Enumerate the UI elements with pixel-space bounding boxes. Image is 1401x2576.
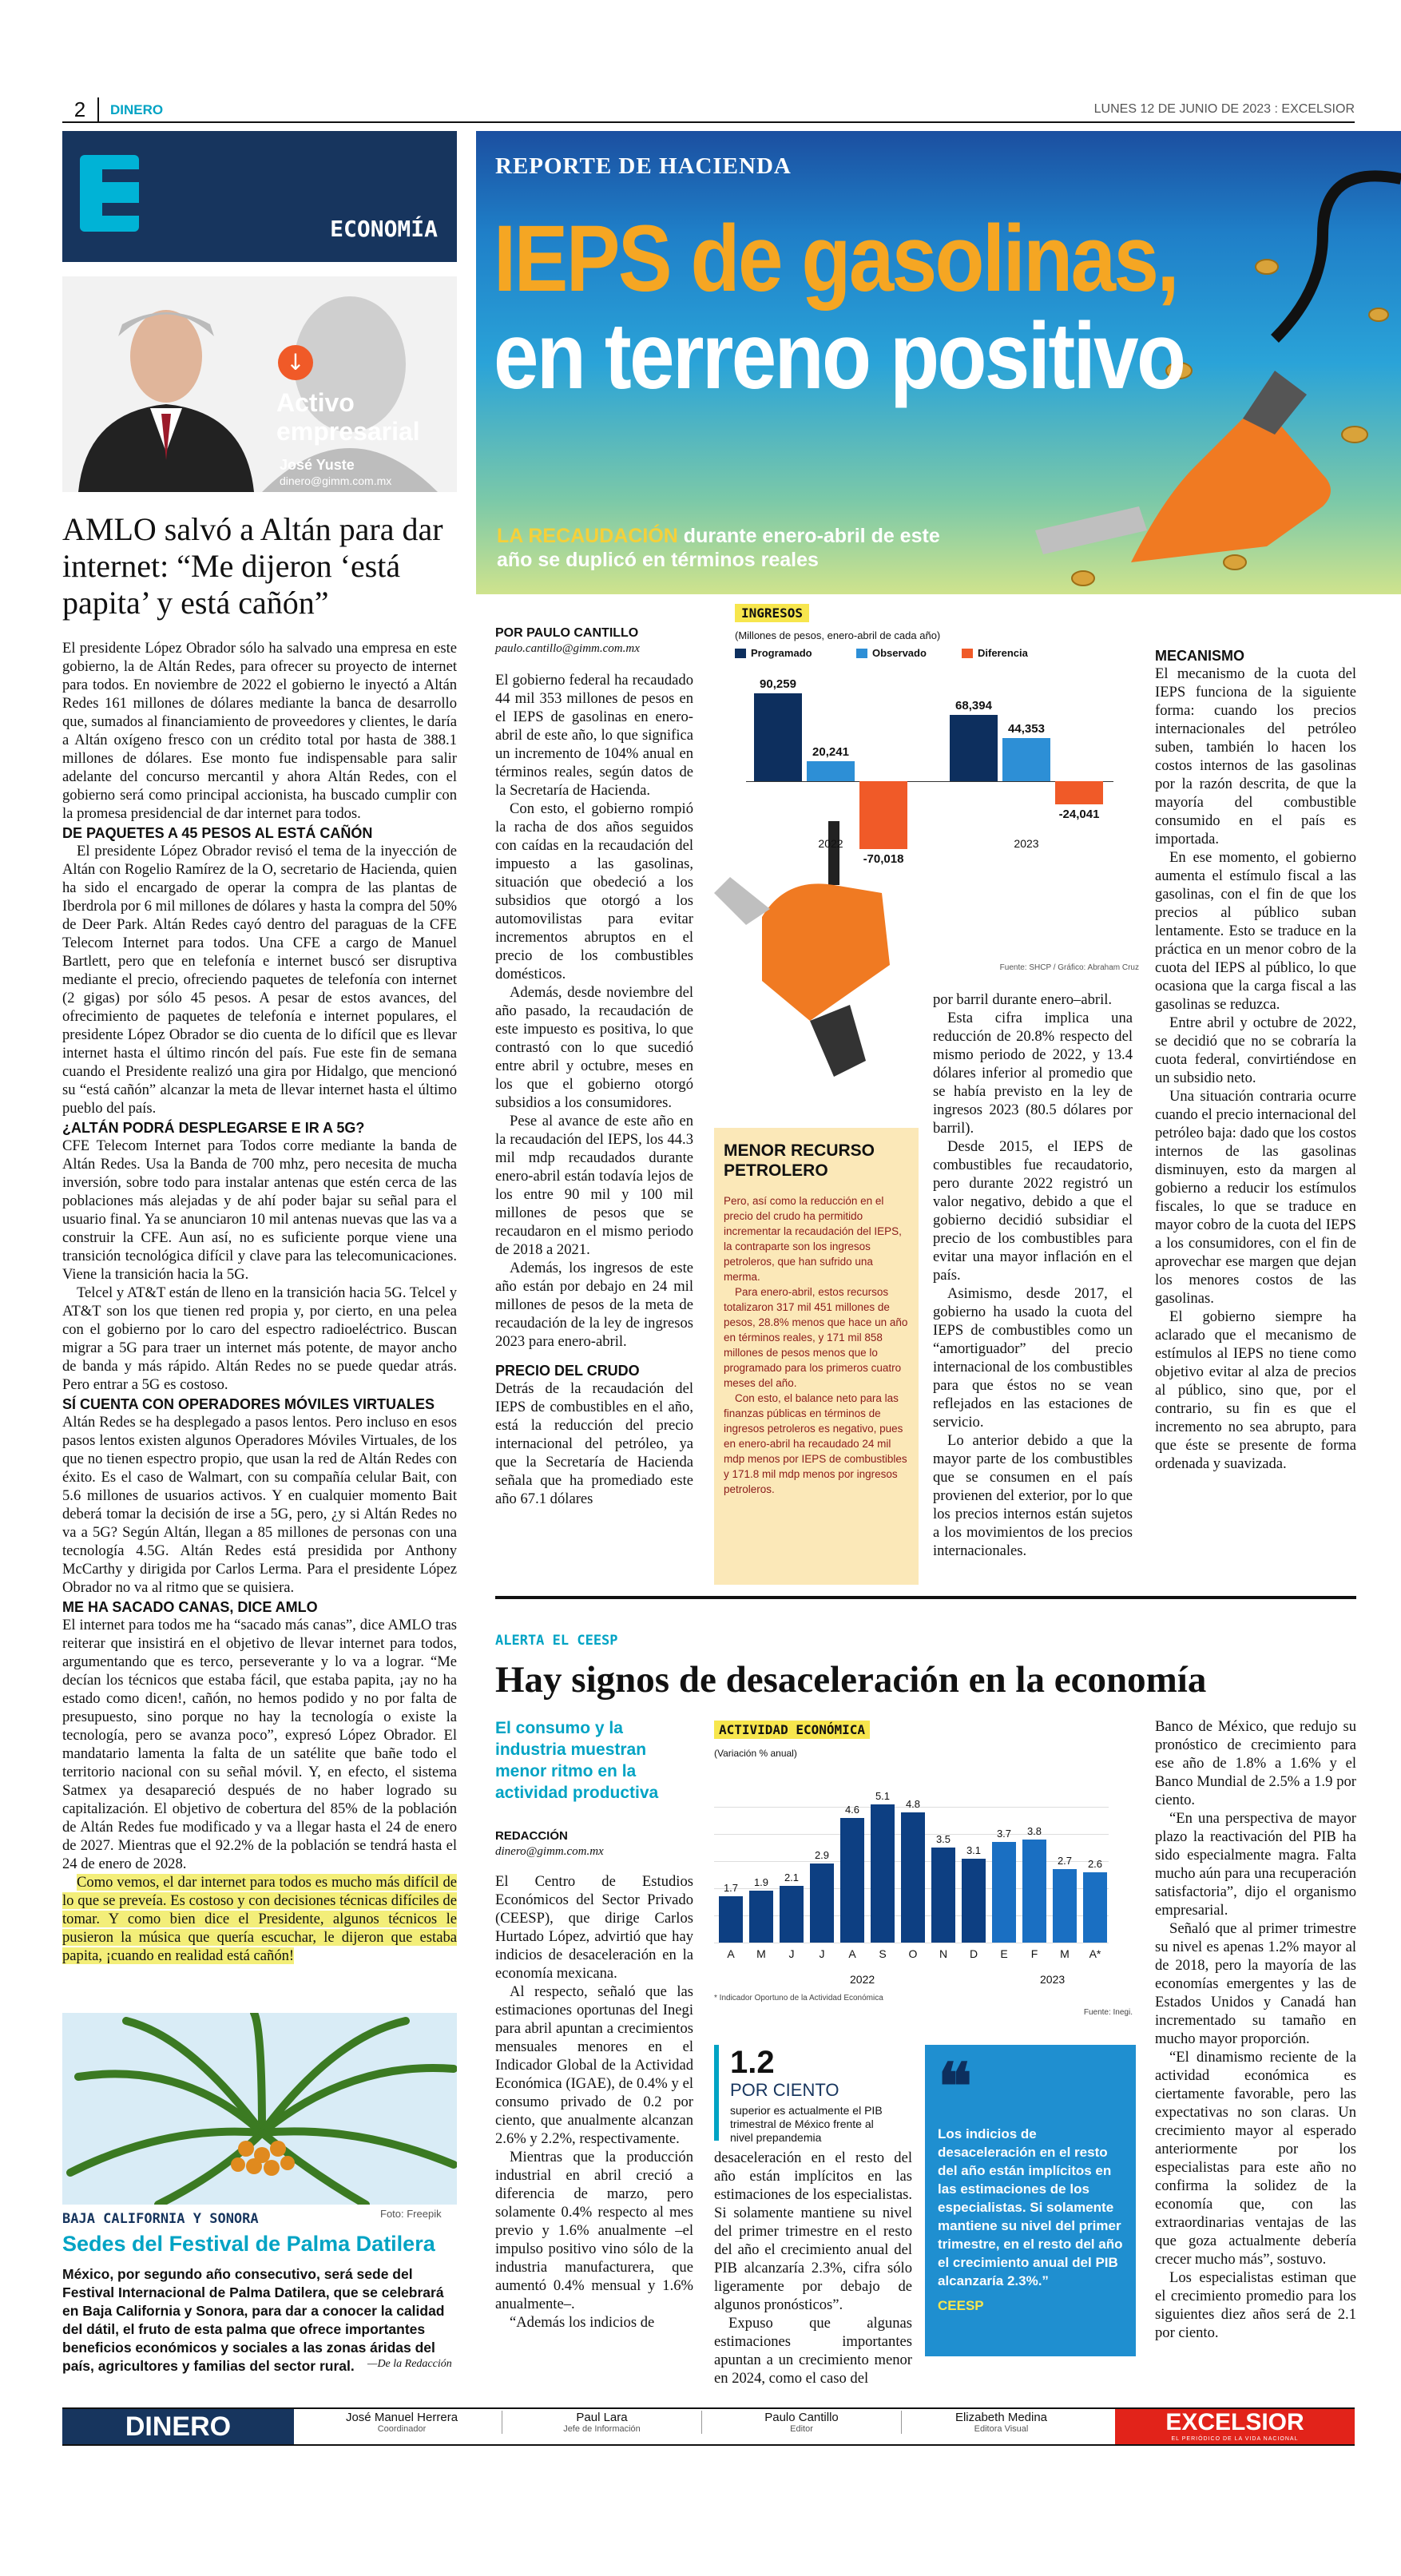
legend-diferencia: Diferencia <box>978 647 1028 659</box>
columnist-box <box>62 276 457 492</box>
column-title: Activo empresarial <box>276 388 420 446</box>
ceesp-byline: REDACCIÓN <box>495 1829 568 1843</box>
ingresos-plot <box>746 677 1113 909</box>
paragraph: Altán Redes se ha desplegado a pasos lentos. Pero incluso en esos pasos lentos existen algunos Operadores Móviles Virtuales, de los que no tienen espectro propio, que usan la red de Altán Redes con éxito. Es el caso de Walmart, con su compañía celular Bait, con 5.6 millones de usuarios activos. Y en cualquier momento Bait deberá tomar la decisión de irse a 5G, pero, ¿y si Altán Redes no va a 5G? Según Altán, llegan a 85 millones de personas con una tecnología 4.5G. Altán Redes está presidida por Anthony McCarthy y dirigida por Carlos Lerma. Para el presidente López Obrador no va al ritmo que se quisiera. <box>62 1414 457 1596</box>
paragraph: Entre abril y octubre de 2022, se decidió que no se cobraría la cuota federal, convirtiéndose en un subsidio neto. <box>1155 1014 1356 1086</box>
staff-item: Paul Lara Jefe de Información <box>502 2411 701 2434</box>
paragraph: Los especialistas estiman que el crecimiento promedio para los siguientes diez años será de 2.1 por ciento. <box>1155 2269 1356 2341</box>
column-author: José Yuste <box>280 457 355 473</box>
paragraph: Telcel y AT&T están de lleno en la transición hacia 5G. Telcel y AT&T son los que tienen red propia y, por cierto, en una pelea con el gobierno por lo caro del espectro radioeléctrico. Buscan migrar a 5G para traer un internet más potente, de mayor ancho de banda y más rápido. Altán Redes no se puede quedar atrás. Pero entrar a 5G es costoso. <box>62 1284 457 1393</box>
hero-deck <box>497 524 960 572</box>
quote-box <box>925 2045 1136 2356</box>
subhead: ME HA SACADO CANAS, DICE AMLO <box>62 1599 318 1615</box>
hero-kicker: REPORTE DE HACIENDA <box>495 153 792 179</box>
sidebar-paragraph: Para enero-abril, estos recursos totalizaron 317 mil 451 millones de pesos, 28.8% menos que hace un año en términos reales, y 171 mil 858 millones de pesos menos que lo programado para los primeros cuatro meses del año. <box>724 1286 908 1389</box>
actividad-tick-label: M <box>756 1947 766 1960</box>
hero-headline-line-2: en terreno positivo <box>494 304 1185 409</box>
quote-source: CEESP <box>938 2298 984 2313</box>
ingresos-chart <box>714 597 1161 981</box>
ceesp-column-2 <box>714 2149 912 2387</box>
paragraph: por barril durante enero–abril. <box>933 991 1113 1008</box>
paragraph: El internet para todos me ha “sacado más canas”, dice AMLO tras reiterar que insistirá en el objetivo de llevar internet para todos, argumentando que es terco, perseverante y lo va a lograr. “Me decían los técnicos que estaba fácil, que estaba papita, ¡ay no ha estado como dicen!, cañón, no hemos podido y no por falta de presupuesto, sino porque no hay la tecnología o existe la tecnología, pero se avanza poco”, expresó López Obrador. El mandatario lamenta la falta de un satélite que bañe todo el territorio nacional con su señal móvil. Y, en efecto, el sistema Satmex ya desapareció después de no haber logrado su capitalización. El objetivo de cobertura del 85% de la población de Altán Redes fue modificado y va a llegar hasta el 24 de enero de 2027. Mientras que el 92.2% de la población se tendrá hasta el 24 de enero de 2028. <box>62 1617 457 1872</box>
ingresos-bar <box>950 715 998 781</box>
brand-tagline: EL PERIÓDICO DE LA VIDA NACIONAL <box>1171 2436 1299 2442</box>
highlighted-paragraph: Como vemos, el dar internet para todos es mucho más difícil de lo que se preveía. Es costoso y con decisiones técnicas difíciles de tomar. Y como bien dice el Presidente, algunos técnicos le pusieron la música que quería escuchar, le dijeron que estaba papita, ¡cuando en realidad está cañón! <box>62 1874 457 1964</box>
paragraph: “En una perspectiva de mayor plazo la reactivación del PIB ha sido especialmente magra. Falta mucho aún para una recuperación satisfactoria”, dijo el organismo empresarial. <box>1155 1810 1356 1919</box>
actividad-value-label: 2.7 <box>1057 1855 1073 1868</box>
quote-mark-icon: ❝ <box>938 2049 973 2124</box>
paragraph: El presidente López Obrador sólo ha salvado una empresa en este gobierno, la de Altán Redes, para ofrecer su proyecto de internet para todos. En noviembre de 2022 el gobierno le inyectó a Altán Redes 161 millones de dólares mediante la banca de desarrollo que, sumados al financiamiento de proveedores y clientes, le daría a Altán oxígeno fresco con un crédito total por hasta de 388.1 millones de dólares. Ese monto fue indispensable para salir adelante del concurso mercantil y ahora Altán Redes, con el gobierno será como principal accionista, ha buscado cumplir con la promesa presidencial de dar internet para todos. <box>62 640 457 822</box>
ceesp-column-3 <box>1155 1717 1356 2342</box>
footer-staff <box>302 2411 1101 2443</box>
footer-brand <box>1115 2409 1355 2444</box>
actividad-value-label: 2.1 <box>784 1871 800 1883</box>
stat-value: 1.2 <box>730 2045 775 2080</box>
actividad-tick-label: E <box>1000 1947 1008 1960</box>
actividad-bar <box>1083 1872 1107 1943</box>
actividad-bar <box>810 1864 834 1943</box>
actividad-year-2023: 2023 <box>1040 1973 1066 1986</box>
actividad-tick-label: N <box>939 1947 948 1960</box>
page-number: 2 <box>62 97 99 123</box>
actividad-value-label: 4.6 <box>844 1803 860 1816</box>
actividad-source: Fuente: Inegi. <box>1083 2008 1133 2017</box>
paragraph: “Además los indicios de <box>510 2314 655 2331</box>
actividad-tick-label: S <box>879 1947 887 1960</box>
paragraph: Señaló que al primer trimestre su nivel es apenas 1.2% mayor al de 2018, pero la mayoría de las economías emergentes y las de Estados Unidos y Canadá han incrementado su tamaño en mucho mayor proporción. <box>1155 1920 1356 2047</box>
legend-programado-swatch <box>735 649 746 658</box>
actividad-bar <box>931 1848 955 1943</box>
actividad-value-label: 4.8 <box>905 1797 921 1810</box>
paragraph: Expuso que algunas estimaciones importantes apuntan a un crecimiento menor en 2024, como el caso del <box>714 2315 912 2387</box>
ingresos-bar <box>1055 781 1103 804</box>
palm-photo <box>62 2013 457 2205</box>
actividad-tick-label: A <box>848 1947 856 1960</box>
stat-caption: superior es actualmente el PIB trimestral de México frente al nivel prepandemia <box>730 2104 883 2144</box>
actividad-bar <box>749 1891 773 1943</box>
paragraph: Además, los ingresos de este año están por debajo en 24 mil millones de pesos de la meta de recaudación de la ley de ingresos 2023 para enero-abril. <box>495 1260 693 1350</box>
ingresos-bar <box>754 693 802 781</box>
actividad-value-label: 1.7 <box>723 1882 739 1895</box>
legend-diferencia-swatch <box>962 649 973 658</box>
staff-item: José Manuel Herrera Coordinador <box>345 2411 458 2434</box>
paragraph: Pese al avance de este año en la recaudación del IEPS, los 44.3 mil mdp recaudados durante enero-abril están todavía lejos de los entre 90 mil y 100 mil millones de pesos que se recaudaron en el mismo periodo de 2018 a 2021. <box>495 1113 693 1258</box>
legend-observado-swatch <box>856 649 867 658</box>
ceesp-column-1 <box>495 1872 693 2332</box>
section-label: DINERO <box>110 102 164 117</box>
section-logo-icon <box>80 155 139 232</box>
actividad-bar <box>901 1812 925 1943</box>
paragraph: desaceleración en el resto del año están implícitos en las estimaciones de los especialistas. Si solamente mantiene su nivel del primer trimestre en el resto del año el crecimiento anual del PIB alcanzaría 2.3%, cifra sólo ligeramente por debajo de algunos pronósticos”. <box>714 2149 912 2313</box>
column-email: dinero@gimm.com.mx <box>280 474 392 487</box>
actividad-value-label: 3.1 <box>966 1844 982 1856</box>
paragraph: El gobierno siempre ha aclarado que el mecanismo de estímulos al IEPS no tiene como objetivo evitar al alza de precios al público, sino que, por el contrario, su fin es que el incremento no sea abrupto, para que éste se presente de forma ordenada y suavizada. <box>1155 1308 1356 1472</box>
actividad-bar <box>1022 1840 1046 1943</box>
quote-text: Los indicios de desaceleración en el resto del año están implícitos en las estimaciones de los especialistas. Si solamente mantiene su nivel del primer trimestre, en el resto del año el crecimiento anual del PIB alcanzaría 2.3%.” <box>938 2126 1123 2288</box>
paragraph: Detrás de la recaudación del IEPS de combustibles en el año, está la reducción del precio internacional del petróleo, ya que la Secretaría de Hacienda señala que ha promediado este año 67.1 dólares <box>495 1380 693 1507</box>
actividad-tick-label: M <box>1060 1947 1070 1960</box>
actividad-value-label: 3.5 <box>935 1833 951 1845</box>
main-byline: POR PAULO CANTILLO <box>495 626 639 640</box>
palm-byline: —De la Redacción <box>367 2358 452 2370</box>
ingresos-value-label: -24,041 <box>1058 808 1100 822</box>
actividad-bar <box>780 1886 804 1943</box>
stat-box <box>714 2045 898 2144</box>
subhead: DE PAQUETES A 45 PESOS AL ESTÁ CAÑÓN <box>62 825 373 841</box>
paragraph: Además, desde noviembre del año pasado, la recaudación de este impuesto es positiva, lo que contrastó con lo que sucedió entre abril y octubre, meses en los que el gobierno otorgó subsidios a los consumidores. <box>495 984 693 1111</box>
ingresos-value-label: 90,259 <box>760 677 796 691</box>
page-header <box>62 94 1355 123</box>
paragraph: Lo anterior debido a que la mayor parte de los combustibles que se consumen en el país provienen del exterior, por lo que los precios internos están sujetos a los movimientos de los precios internacionales. <box>933 1432 1133 1559</box>
sidebar-paragraph: Con esto, el balance neto para las finanzas públicas en términos de ingresos petroleros es negativo, pues en enero-abril ha recaudado 24 mil mdp menos por IEPS de combustibles y 171.8 mil mdp menos por ingresos petroleros. <box>724 1392 907 1495</box>
paragraph: Con esto, el gobierno rompió la racha de dos años seguidos con caídas en la recaudación del impuesto a las gasolinas, situación que obedeció a los subsidios que otorgó a los automovilistas para evitar incrementos abruptos en el precio de los combustibles domésticos. <box>495 800 693 982</box>
actividad-value-label: 1.9 <box>753 1876 769 1889</box>
paragraph: Al respecto, señaló que las estimaciones oportunas del Inegi para abril apuntan a crecimientos mensuales menores en el Indicador Global de la Actividad Económica (IGAE), de 0.4% y el consumo privado de 0.2 por ciento, que anualmente alcanzan 2.6% y 2.2%, respectivamente. <box>495 1983 693 2147</box>
footer-section: DINERO <box>62 2409 294 2444</box>
actividad-tick-label: A* <box>1089 1947 1101 1960</box>
ingresos-bar <box>1002 738 1050 781</box>
mecanismo-column <box>1155 645 1356 1473</box>
down-arrow-icon: ↓ <box>278 345 313 380</box>
sidebar-paragraph: Pero, así como la reducción en el precio del crudo ha permitido incrementar la recaudación del IEPS, la contraparte son los ingresos petroleros, que han sufrido una merma. <box>724 1195 902 1283</box>
ingresos-value-label: -70,018 <box>863 852 904 867</box>
paragraph: Asimismo, desde 2017, el gobierno ha usado la cuota del IEPS de combustibles como un “amortiguador” del precio internacional de los combustibles para que éstos no se vean reflejados en las estaciones de servicio. <box>933 1285 1133 1431</box>
subhead: MECANISMO <box>1155 648 1244 664</box>
paragraph: En ese momento, el gobierno aumenta el estímulo fiscal a las gasolinas, con el fin de que los precios al público suban lentamente. Esto se traduce en la práctica en un menor cobro de la cuota del IEPS al público, lo que ocasiona que la carga fiscal a las gasolinas se reduzca. <box>1155 849 1356 1013</box>
ingresos-legend <box>735 645 1102 661</box>
paragraph: Desde 2015, el IEPS de combustibles fue recaudatorio, pero durante 2022 registró un valor negativo, debido a que el gobierno decidió subsidiar el precio de los combustibles para evitar una mayor inflación en el país. <box>933 1138 1133 1284</box>
staff-item: Paulo Cantillo Editor <box>701 2411 901 2434</box>
paragraph: Una situación contraria ocurre cuando el precio internacional del petróleo baja: dado que los costos internos de las gasolinas disminuyen, esto da margen al gobierno a reducir los estímulos fiscales, lo que se traduce en mayor cobro de la cuota del IEPS a los consumidores, con el fin de aprovechar ese margen que dejan los menores costos de las gasolinas. <box>1155 1088 1356 1307</box>
subhead: ¿ALTÁN PODRÁ DESPLEGARSE E IR A 5G? <box>62 1120 365 1136</box>
actividad-value-label: 2.9 <box>814 1849 830 1862</box>
ceesp-email: dinero@gimm.com.mx <box>495 1845 604 1858</box>
stat-unit: POR CIENTO <box>730 2080 839 2100</box>
section-box <box>62 131 457 262</box>
palm-text: México, por segundo año consecutivo, será sede del Festival Internacional de Palma Datilera, que se celebrará en Baja California y Sonora, para dar a conocer la calidad del dátil, el fruto de esta palma que ofrece importantes beneficios económicos y sociales a las zonas áridas del país, agricultores y familias del sector rural. <box>62 2266 445 2374</box>
actividad-tick-label: O <box>908 1947 918 1960</box>
ingresos-title: INGRESOS <box>735 604 809 622</box>
actividad-bar <box>962 1859 986 1943</box>
actividad-year-2022: 2022 <box>850 1973 875 1986</box>
actividad-value-label: 2.6 <box>1087 1857 1103 1870</box>
page-footer <box>62 2407 1355 2446</box>
main-email: paulo.cantillo@gimm.com.mx <box>495 642 640 655</box>
subhead: PRECIO DEL CRUDO <box>495 1363 640 1379</box>
paragraph: El gobierno federal ha recaudado 44 mil 353 millones de pesos en el IEPS de gasolinas en enero-abril de este año, lo que significa un incremento de 104% anual en términos reales, según datos de la Secretaría de Hacienda. <box>495 672 693 799</box>
actividad-note: * Indicador Oportuno de la Actividad Económica <box>714 1994 883 2002</box>
legend-observado: Observado <box>872 647 927 659</box>
actividad-value-label: 3.8 <box>1026 1824 1042 1837</box>
ingresos-value-label: 44,353 <box>1008 721 1045 736</box>
section-divider <box>495 1596 1356 1599</box>
ceesp-kicker: ALERTA EL CEESP <box>495 1633 618 1649</box>
columnist-photo <box>62 276 457 492</box>
brand-logo: EXCELSIOR <box>1165 2409 1304 2435</box>
paragraph: Mientras que la producción industrial en abril creció a diferencia de marzo, pero solamente 0.4% respecto al mes previo y 1.6% anualmente –el impulso positivo vino sólo de la industria manufacturera, que aumentó 0.4% mensual y 1.6% anualmente–. <box>495 2149 693 2312</box>
paragraph: El mecanismo de la cuota del IEPS funciona de la siguiente forma: cuando los precios internacionales del petróleo suben, también lo hacen los costos internos de las gasolinas por la razón descrita, de que la mayoría del combustible consumido en el país es importada. <box>1155 665 1356 847</box>
actividad-bar <box>719 1896 743 1943</box>
actividad-bar <box>1053 1869 1077 1943</box>
ingresos-source: Fuente: SHCP / Gráfico: Abraham Cruz <box>999 963 1139 972</box>
actividad-title: ACTIVIDAD ECONÓMICA <box>714 1721 870 1739</box>
paragraph: El presidente López Obrador revisó el tema de la inyección de Altán con Rogelio Ramírez de la O, secretario de Hacienda, quien ha sido el encargado de operar la compra de las plantas de Iberdrola por 6 mil millones de dólares y hasta la compra del 50% de Deer Park. Altán Redes cayó dentro del paraguas de la CFE Telecom Internet para todos. Una CFE a cargo de Manuel Bartlett, pero que en telefonía e internet buscó ser disruptiva mediante el precio, ofreciendo paquetes de telefonía con internet (2 gigas) por sólo 45 pesos. A pesar de estos avances, del ofrecimiento de paquetes de telefonía e internet populares, el presidente López Obrador se dio cuenta de lo difícil que es llevar internet hasta el último rincón del país. Fue este fin de semana cuando el Presidente realizó una gira por Hidalgo, que mencionó su “está cañón” alcanzar la meta de llevar internet hasta el último pueblo del país. <box>62 843 457 1117</box>
ceesp-headline: Hay signos de desaceleración en la economía <box>495 1659 1207 1701</box>
paragraph: Esta cifra implica una reducción de 20.8% respecto del mismo periodo de 2022, y 13.4 dólares inferior al promedio que se había previsto en la ley de ingresos 2023 (80.5 dólares por barril). <box>933 1010 1133 1137</box>
ingresos-value-label: 68,394 <box>955 698 992 712</box>
palm-kicker: BAJA CALIFORNIA Y SONORA <box>62 2211 259 2227</box>
palm-title: Sedes del Festival de Palma Datilera <box>62 2232 435 2256</box>
subhead: SÍ CUENTA CON OPERADORES MÓVILES VIRTUALES <box>62 1396 435 1412</box>
left-story-body <box>62 639 457 1965</box>
left-headline: AMLO salvó a Altán para dar internet: “Me dijeron ‘está papita’ y está cañón” <box>62 511 443 621</box>
paragraph: Banco de México, que redujo su pronóstico de crecimiento para ese año de 1.8% a 1.6% y el Banco Mundial de 2.5% a 1.9 por ciento. <box>1155 1718 1356 1808</box>
actividad-chart <box>714 1717 1137 2037</box>
paragraph: El Centro de Estudios Económicos del Sector Privado (CEESP), que dirige Carlos Hurtado López, advirtió que hay indicios de desaceleración en la economía mexicana. <box>495 1873 693 1982</box>
ceesp-deck: El consumo y la industria muestran menor ritmo en la actividad productiva <box>495 1719 659 1802</box>
actividad-tick-label: J <box>819 1947 825 1960</box>
actividad-value-label: 5.1 <box>875 1789 891 1802</box>
paragraph: “El dinamismo reciente de la actividad económica es ciertamente favorable, pero las expectativas no son claras. Un crecimiento mayor al esperado anteriormente por los especialistas para este año no confirma la solidez de la economía que, con las extraordinarias ventajas de las que goza actualmente debería crecer mucho más”, sostuvo. <box>1155 2049 1356 2268</box>
section-name: ECONOMÍA <box>330 216 438 242</box>
sidebar-box <box>714 1128 919 1585</box>
hero-deck-lead: LA RECAUDACIÓN <box>497 525 678 547</box>
sidebar-title: MENOR RECURSO PETROLERO <box>724 1141 875 1180</box>
actividad-tick-label: D <box>969 1947 978 1960</box>
staff-item: Elizabeth Medina Editora Visual <box>901 2411 1101 2434</box>
main-column-2 <box>933 990 1133 1560</box>
actividad-value-label: 3.7 <box>996 1828 1012 1840</box>
ingresos-value-label: 20,241 <box>812 745 849 760</box>
hero-headline-line-1: IEPS de gasolinas, <box>494 206 1177 312</box>
legend-programado: Programado <box>751 647 812 659</box>
actividad-tick-label: J <box>788 1947 795 1960</box>
actividad-tick-label: F <box>1030 1947 1038 1960</box>
hero-banner <box>476 131 1401 594</box>
ingresos-category-label: 2023 <box>1014 837 1039 850</box>
palm-photo-credit: Foto: Freepik <box>380 2208 442 2220</box>
actividad-subtitle: (Variación % anual) <box>714 1748 797 1759</box>
paragraph: CFE Telecom Internet para Todos corre mediante la banda de Altán Redes. Usa la Banda de 700 mhz, pero necesita de mucha inversión, sobre todo para instalar antenas que estén cerca de las poblaciones más alejadas y de ahí poder bajar su señal para el usuario final. Ya se anunciaron 10 mil antenas nuevas que las va a construir la CFE. Aun así, no es suficiente porque viene una transición tecnológica difícil y clave para las telecomunicaciones. Viene la transición hacia la 5G. <box>62 1137 457 1283</box>
actividad-bar <box>840 1818 864 1943</box>
actividad-plot <box>714 1767 1129 1967</box>
hero-deck-text: durante enero-abril de este año se duplicó en términos reales <box>497 525 940 571</box>
ingresos-category-label: 2022 <box>818 837 843 850</box>
actividad-tick-label: A <box>727 1947 735 1960</box>
ingresos-subtitle: (Millones de pesos, enero-abril de cada año) <box>735 629 941 641</box>
header-date: LUNES 12 DE JUNIO DE 2023 : EXCELSIOR <box>1093 102 1355 116</box>
actividad-bar <box>871 1804 895 1943</box>
main-column-1 <box>495 671 693 1508</box>
ingresos-bar <box>807 761 855 781</box>
actividad-bar <box>992 1842 1016 1943</box>
